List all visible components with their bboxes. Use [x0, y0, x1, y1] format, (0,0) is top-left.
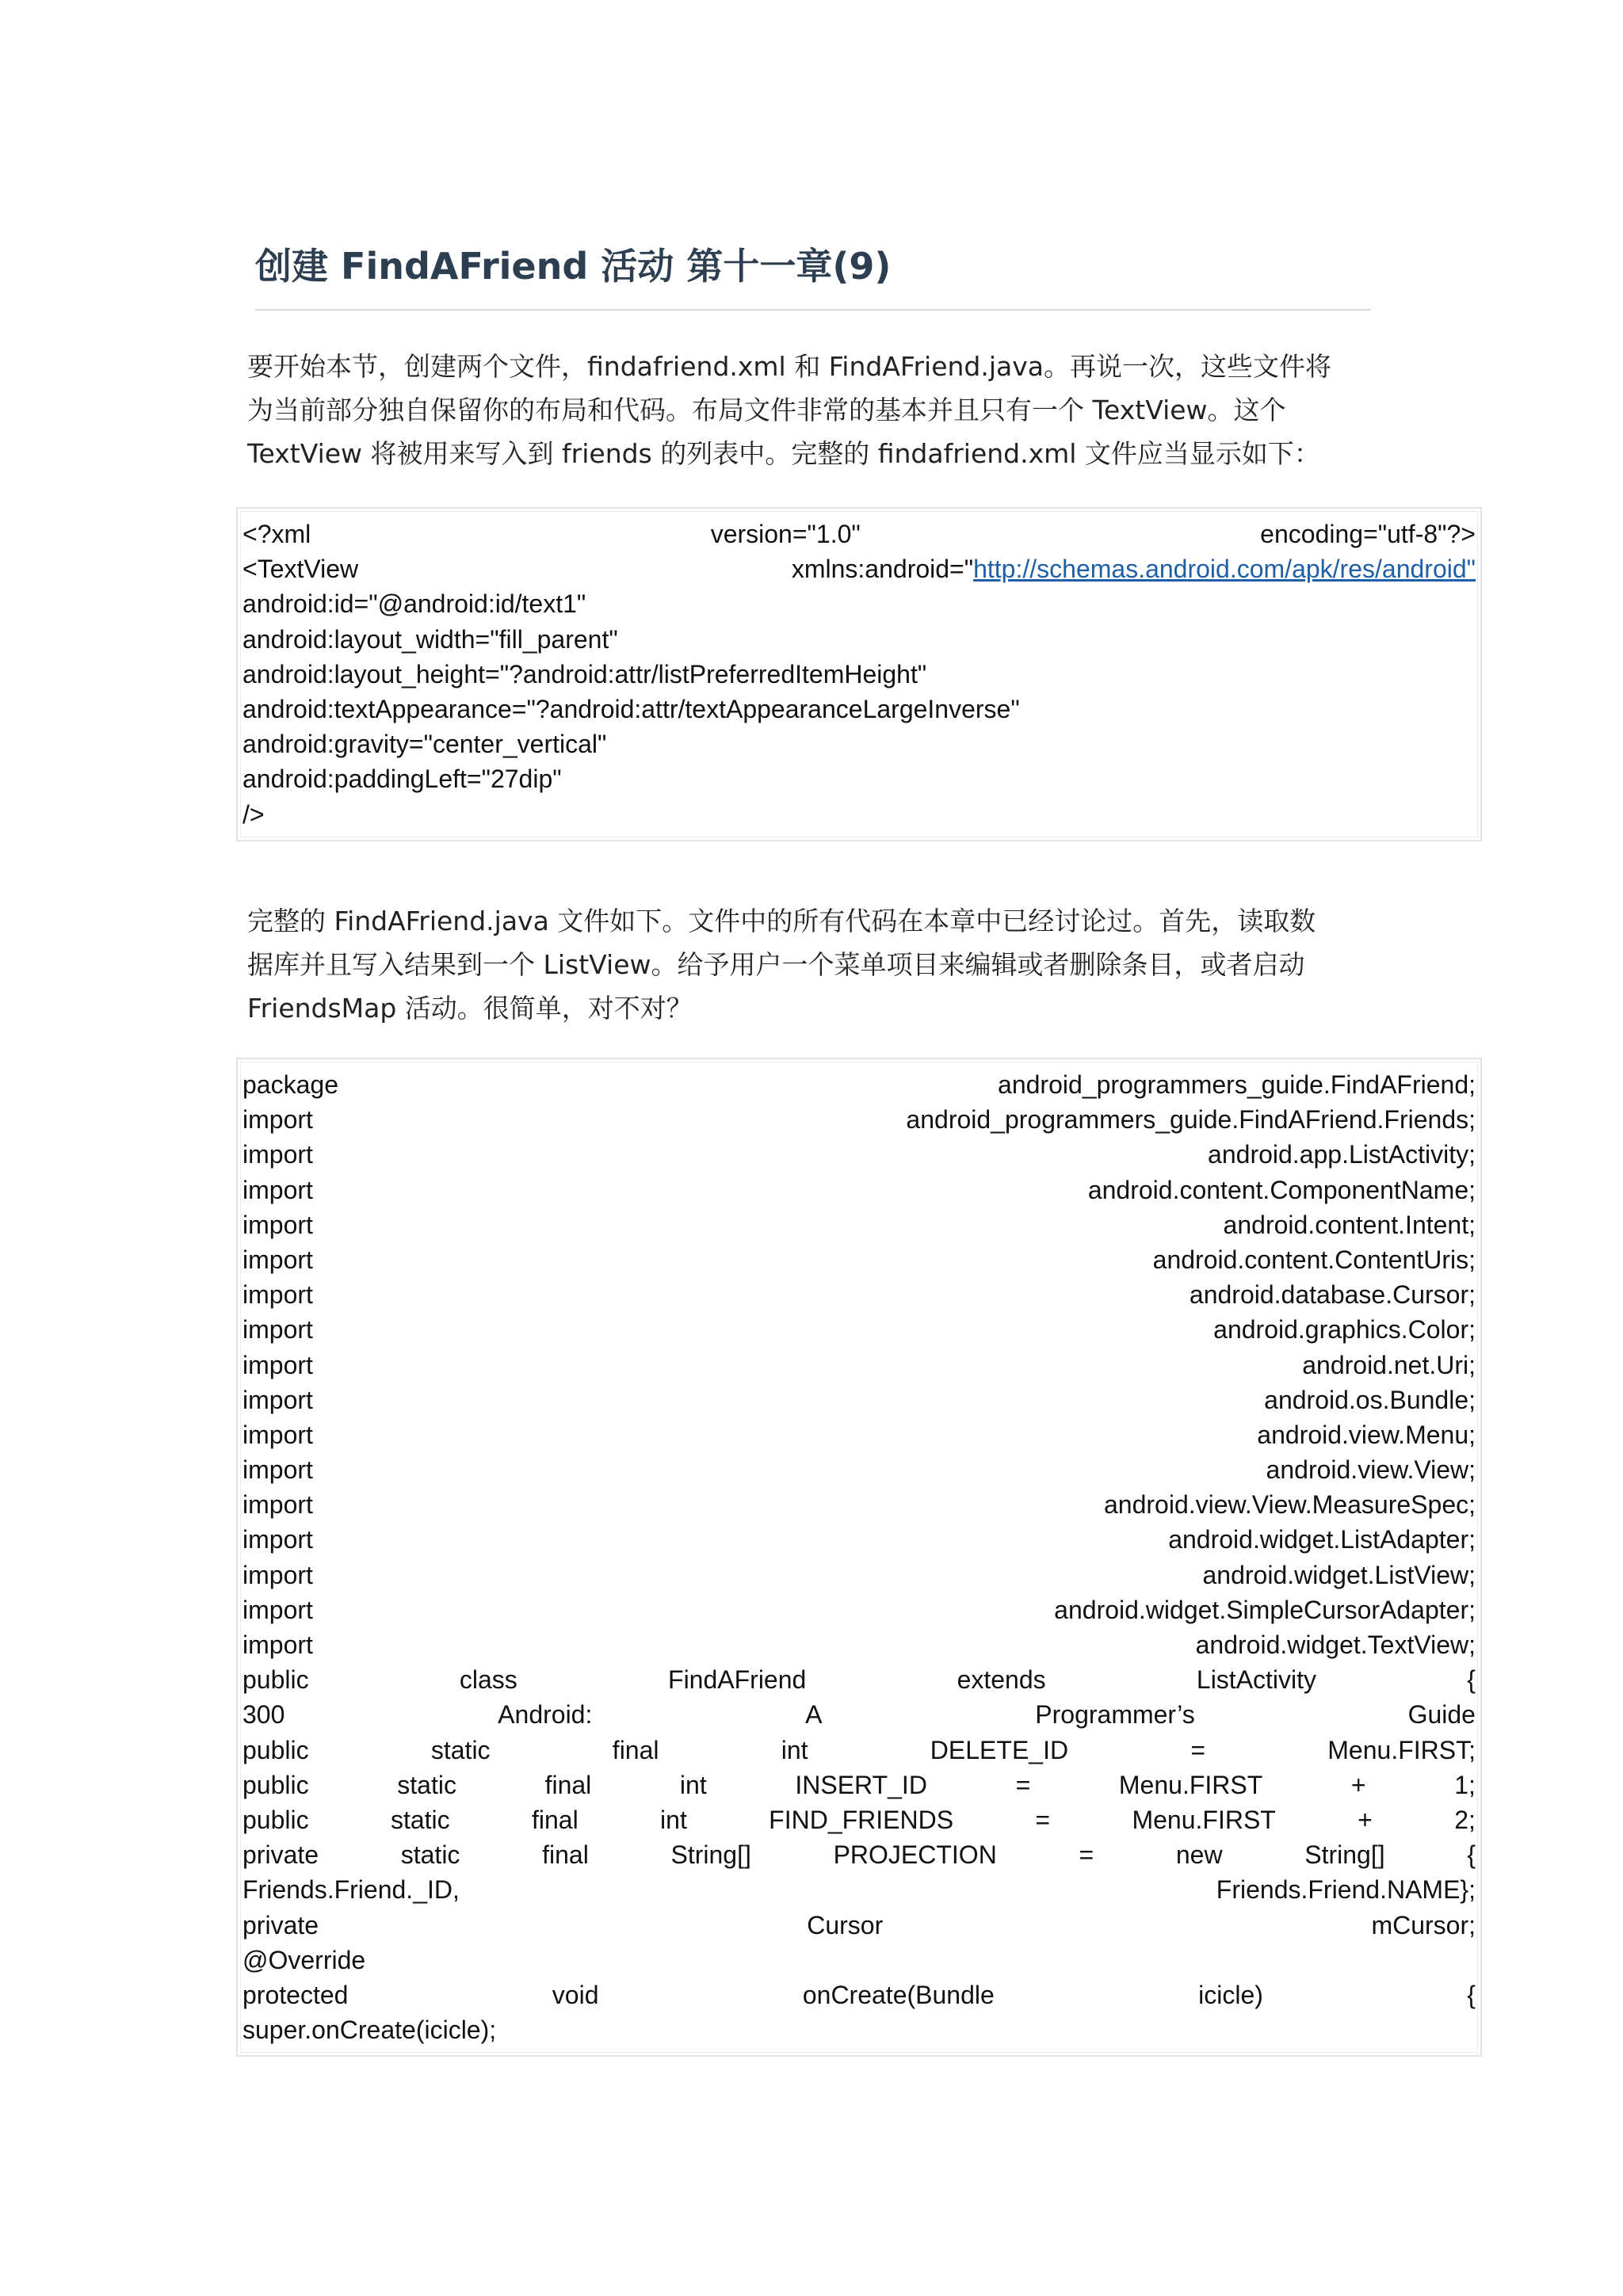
java-code-line: [242, 1242, 1476, 1277]
java-token: {: [1467, 1980, 1476, 2009]
java-token: android.widget.TextView;: [1195, 1630, 1476, 1659]
java-intro-line-3: FriendsMap 活动。很简单，对不对？: [247, 993, 693, 1024]
xml-token: xmlns:android=": [791, 555, 974, 584]
java-token: +: [1350, 1770, 1366, 1799]
java-token: ListActivity: [1196, 1665, 1317, 1695]
java-token: Programmer’s: [1035, 1700, 1195, 1730]
java-code-line: [242, 1697, 1476, 1732]
xml-token: android:gravity="center_vertical": [242, 730, 607, 759]
java-code-line: [242, 1627, 1476, 1662]
java-code-line: [242, 1733, 1476, 1768]
xml-token: encoding="utf-8"?>: [1260, 520, 1476, 548]
java-token: public: [242, 1770, 309, 1799]
java-token: android.widget.ListAdapter;: [1168, 1525, 1476, 1554]
java-code-line: [242, 1207, 1476, 1242]
java-token: android_programmers_guide.FindAFriend.Friends;: [906, 1105, 1476, 1135]
java-token: import: [242, 1595, 313, 1624]
java-token: package: [242, 1070, 338, 1099]
java-token: =: [1015, 1770, 1031, 1799]
java-token: int: [679, 1770, 707, 1799]
page-title: 创建 FindAFriend 活动 第十一章(9): [255, 245, 892, 288]
xml-code-block: [236, 507, 1482, 841]
java-token: Android:: [498, 1700, 593, 1730]
java-token: super.onCreate(icicle);: [242, 2016, 497, 2045]
java-token: android.widget.SimpleCursorAdapter;: [1054, 1595, 1476, 1624]
java-code-line: [242, 1872, 1476, 1907]
java-token: android.content.ContentUris;: [1152, 1245, 1476, 1274]
java-token: import: [242, 1210, 313, 1239]
java-token: android.app.ListActivity;: [1208, 1140, 1476, 1169]
java-token: import: [242, 1630, 313, 1659]
java-code-line: [242, 1558, 1476, 1592]
java-intro-paragraph: [247, 899, 1388, 1030]
xml-token: android:textAppearance="?android:attr/textAppearanceLargeInverse": [242, 694, 1020, 723]
xml-token: <TextView: [242, 555, 359, 584]
java-token: import: [242, 1420, 313, 1449]
java-code-line: [242, 1348, 1476, 1383]
java-token: new: [1175, 1840, 1223, 1870]
java-code-line: [242, 1943, 1476, 1978]
java-token: import: [242, 1315, 313, 1344]
java-token: extends: [957, 1665, 1046, 1695]
java-token: protected: [242, 1980, 349, 2009]
java-token: import: [242, 1560, 313, 1589]
java-code-line: [242, 1067, 1476, 1102]
java-token: import: [242, 1455, 313, 1485]
java-code-line: [242, 1312, 1476, 1347]
java-token: private: [242, 1840, 319, 1870]
xml-code-line: [242, 657, 1476, 692]
java-token: +: [1358, 1805, 1373, 1834]
java-token: android.view.View.MeasureSpec;: [1103, 1490, 1476, 1520]
xml-token: android:layout_height="?android:attr/listPreferredItemHeight": [242, 659, 927, 688]
java-token: FIND_FRIENDS: [769, 1805, 954, 1834]
java-token: Menu.FIRST: [1118, 1770, 1263, 1799]
java-token: android.content.Intent;: [1223, 1210, 1476, 1239]
java-token: import: [242, 1280, 313, 1310]
java-code-line: [242, 2012, 1476, 2047]
java-token: onCreate(Bundle: [802, 1980, 995, 2009]
title-divider: [255, 309, 1371, 311]
java-token: import: [242, 1525, 313, 1554]
java-code-line: [242, 1452, 1476, 1487]
java-token: Menu.FIRST: [1132, 1805, 1276, 1834]
intro-line-2: 为当前部分独自保留你的布局和代码。布局文件非常的基本并且只有一个 TextView。这个: [247, 395, 1286, 425]
java-code-line: [242, 1592, 1476, 1627]
java-token: android.graphics.Color;: [1213, 1315, 1476, 1344]
java-token: Friends.Friend._ID,: [242, 1875, 460, 1905]
xml-token: android:id="@android:id/text1": [242, 589, 586, 619]
java-token: final: [531, 1805, 579, 1834]
java-token: 1;: [1454, 1770, 1476, 1799]
java-code-line: [242, 1837, 1476, 1872]
java-intro-line-2: 据库并且写入结果到一个 ListView。给予用户一个菜单项目来编辑或者删除条目，或者启动: [247, 949, 1305, 980]
java-token: import: [242, 1175, 313, 1204]
java-token: import: [242, 1105, 313, 1135]
java-token: android.os.Bundle;: [1264, 1385, 1476, 1414]
java-token: static: [430, 1735, 491, 1764]
java-token: =: [1079, 1840, 1094, 1870]
java-token: 2;: [1454, 1805, 1476, 1834]
java-token: import: [242, 1245, 313, 1274]
schema-link[interactable]: http://schemas.android.com/apk/res/android": [973, 555, 1476, 584]
java-token: android.content.ComponentName;: [1087, 1175, 1476, 1204]
java-code-line: [242, 1768, 1476, 1802]
java-code-line: [242, 1978, 1476, 2012]
java-code-line: [242, 1417, 1476, 1452]
xml-code-line: [242, 761, 1476, 796]
java-token: void: [552, 1980, 599, 2009]
xml-code-line: [242, 551, 1476, 586]
java-token: android_programmers_guide.FindAFriend;: [998, 1070, 1476, 1099]
java-code-line: [242, 1383, 1476, 1417]
java-token: String[]: [1304, 1840, 1385, 1870]
xml-code-line: [242, 692, 1476, 727]
java-code-line: [242, 1802, 1476, 1837]
java-code-line: [242, 1102, 1476, 1137]
xml-token: android:paddingLeft="27dip": [242, 765, 562, 794]
java-token: @Override: [242, 1945, 366, 1974]
java-token: static: [397, 1770, 456, 1799]
java-token: FindAFriend: [668, 1665, 807, 1695]
xml-token: />: [242, 799, 265, 829]
java-token: =: [1035, 1805, 1051, 1834]
java-token: android.database.Cursor;: [1189, 1280, 1476, 1310]
java-token: Friends.Friend.NAME};: [1216, 1875, 1476, 1905]
intro-paragraph: [247, 345, 1388, 475]
java-token: import: [242, 1350, 313, 1379]
xml-token: <?xml: [242, 520, 311, 548]
xml-namespace-attr: [792, 551, 1476, 586]
java-token: android.widget.ListView;: [1202, 1560, 1476, 1589]
xml-token: version="1.0": [710, 520, 861, 548]
java-token: Guide: [1407, 1700, 1476, 1730]
java-token: public: [242, 1735, 309, 1764]
java-token: mCursor;: [1371, 1910, 1476, 1939]
java-token: 300: [242, 1700, 285, 1730]
xml-code-line: [242, 586, 1476, 621]
java-token: android.net.Uri;: [1302, 1350, 1476, 1379]
java-token: {: [1467, 1665, 1476, 1695]
java-token: final: [544, 1770, 592, 1799]
java-token: android.view.View;: [1266, 1455, 1476, 1485]
java-token: DELETE_ID: [930, 1735, 1069, 1764]
java-token: Cursor: [807, 1910, 884, 1939]
java-token: public: [242, 1805, 309, 1834]
java-token: android.view.Menu;: [1257, 1420, 1476, 1449]
java-token: import: [242, 1490, 313, 1520]
java-token: A: [805, 1700, 823, 1730]
java-token: import: [242, 1385, 313, 1414]
xml-code-line: [242, 797, 1476, 832]
java-token: =: [1190, 1735, 1206, 1764]
java-token: static: [400, 1840, 460, 1870]
java-token: PROJECTION: [833, 1840, 997, 1870]
java-token: int: [660, 1805, 687, 1834]
java-token: class: [459, 1665, 517, 1695]
java-token: import: [242, 1140, 313, 1169]
java-token: final: [612, 1735, 659, 1764]
java-code-line: [242, 1487, 1476, 1522]
java-token: final: [542, 1840, 589, 1870]
java-code-line: [242, 1908, 1476, 1943]
java-token: {: [1467, 1840, 1476, 1870]
java-code-block: [236, 1058, 1482, 2057]
java-token: int: [781, 1735, 808, 1764]
java-code-line: [242, 1137, 1476, 1172]
java-token: String[]: [670, 1840, 751, 1870]
xml-code-line: [242, 517, 1476, 551]
xml-token: android:layout_width="fill_parent": [242, 624, 618, 654]
java-code-line: [242, 1277, 1476, 1312]
xml-code-line: [242, 622, 1476, 657]
java-token: public: [242, 1665, 309, 1695]
java-code-line: [242, 1522, 1476, 1557]
java-token: Menu.FIRST;: [1327, 1735, 1476, 1764]
java-intro-line-1: 完整的 FindAFriend.java 文件如下。文件中的所有代码在本章中已经讨论过。首先，读取数: [247, 906, 1316, 936]
java-token: private: [242, 1910, 319, 1939]
java-token: icicle): [1198, 1980, 1263, 2009]
java-code-line: [242, 1173, 1476, 1207]
intro-line-1: 要开始本节，创建两个文件，findafriend.xml 和 FindAFriend.java。再说一次，这些文件将: [247, 351, 1332, 382]
xml-code-line: [242, 727, 1476, 761]
java-token: static: [390, 1805, 450, 1834]
java-token: INSERT_ID: [795, 1770, 927, 1799]
intro-line-3: TextView 将被用来写入到 friends 的列表中。完整的 findafriend.xml 文件应当显示如下：: [247, 438, 1320, 469]
java-code-line: [242, 1662, 1476, 1697]
